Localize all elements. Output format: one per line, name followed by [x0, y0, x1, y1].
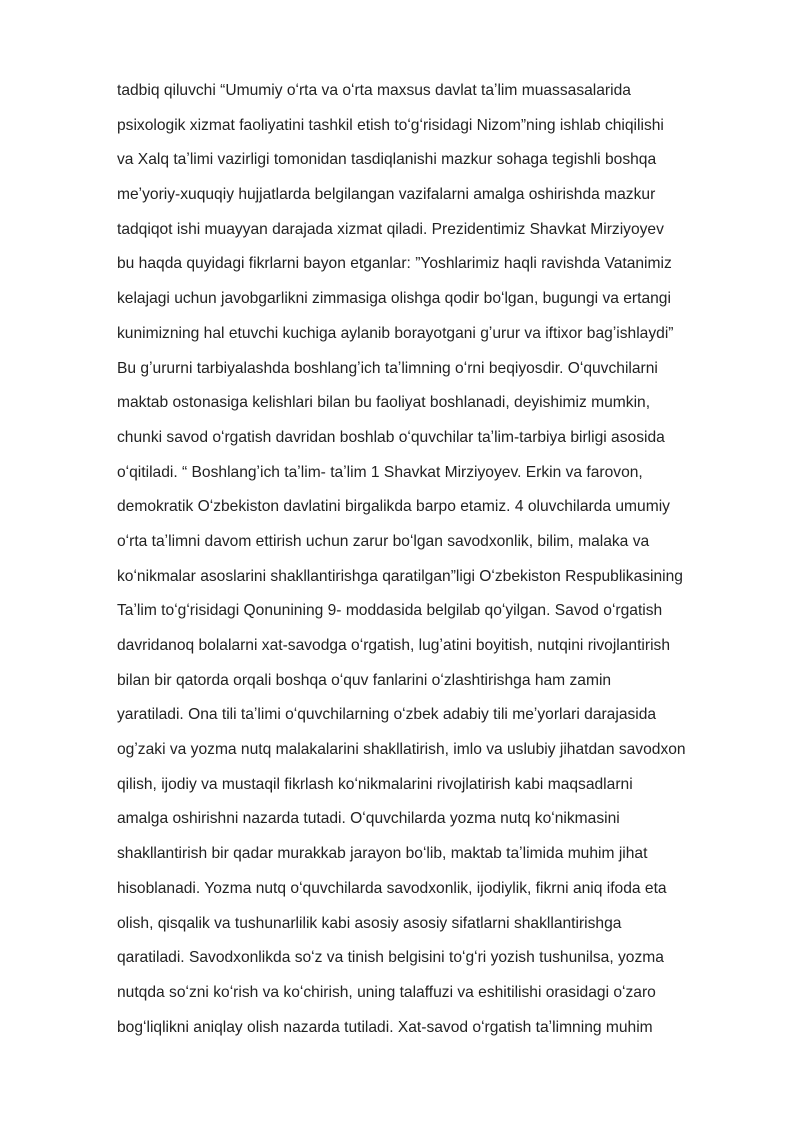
text-line: yaratiladi. Ona tili taʼlimi oʻquvchilarning oʻzbek adabiy tili meʼyorlari darajasida: [117, 706, 657, 724]
text-line: oʻrta taʼlimni davom ettirish uchun zarur boʻlgan savodxonlik, bilim, malaka va: [117, 532, 650, 550]
body-text: [117, 74, 757, 1045]
text-line: meʼyoriy-xuquqiy hujjatlarda belgilangan vazifalarni amalga oshirishda mazkur: [117, 186, 656, 204]
text-line: kelajagi uchun javobgarlikni zimmasiga olishga qodir boʻlgan, bugungi va ertangi: [117, 290, 671, 308]
text-line: ogʼzaki va yozma nutq malakalarini shakllatirish, imlo va uslubiy jihatdan savodxon: [117, 741, 686, 759]
text-line: amalga oshirishni nazarda tutadi. Oʻquvchilarda yozma nutq koʻnikmasini: [117, 810, 620, 828]
text-line: bilan bir qatorda orqali boshqa oʻquv fanlarini oʻzlashtirishga ham zamin: [117, 671, 612, 689]
text-line: maktab ostonasiga kelishlari bilan bu faoliyat boshlanadi, deyishimiz mumkin,: [117, 394, 651, 412]
text-line: bu haqda quyidagi fikrlarni bayon etganlar: ”Yoshlarimiz haqli ravishda Vatanimiz: [117, 255, 672, 273]
text-line: oʻqitiladi. “ Boshlangʼich taʼlim- taʼlim 1 Shavkat Mirziyoyev. Erkin va farovon,: [117, 463, 643, 481]
text-line: qilish, ijodiy va mustaqil fikrlash koʻnikmalarini rivojlatirish kabi maqsadlarni: [117, 775, 633, 793]
text-line: demokratik Oʻzbekiston davlatini birgalikda barpo etamiz. 4 oluvchilarda umumiy: [117, 498, 670, 516]
text-line: tadqiqot ishi muayyan darajada xizmat qiladi. Prezidentimiz Shavkat Mirziyoyev: [117, 220, 664, 238]
text-line: olish, qisqalik va tushunarlilik kabi asosiy asosiy sifatlarni shakllantirishga: [117, 914, 622, 932]
text-line: hisoblanadi. Yozma nutq oʻquvchilarda savodxonlik, ijodiylik, fikrni aniq ifoda eta: [117, 879, 667, 897]
text-line: Bu gʼururni tarbiyalashda boshlangʼich taʼlimning oʻrni beqiyosdir. Oʻquvchilarni: [117, 359, 658, 377]
text-line: shakllantirish bir qadar murakkab jarayon boʻlib, maktab taʼlimida muhim jihat: [117, 845, 648, 863]
text-line: tadbiq qiluvchi “Umumiy oʻrta va oʻrta maxsus davlat taʼlim muassasalarida: [117, 82, 631, 99]
text-line: Taʼlim toʻgʻrisidagi Qonunining 9- moddasida belgilab qoʻyilgan. Savod oʻrgatish: [117, 602, 663, 620]
text-line: qaratiladi. Savodxonlikda soʻz va tinish belgisini toʻgʻri yozish tushunilsa, yozma: [117, 949, 664, 967]
text-line: davridanoq bolalarni xat-savodga oʻrgatish, lugʼatini boyitish, nutqini rivojlantirish: [117, 637, 671, 654]
text-line: kunimizning hal etuvchi kuchiga aylanib borayotgani gʼurur va iftixor bagʼishlaydi”: [117, 324, 674, 342]
text-line: psixologik xizmat faoliyatini tashkil etish toʻgʻrisidagi Nizom”ning ishlab chiqilishi: [117, 116, 664, 134]
text-line: va Xalq taʼlimi vazirligi tomonidan tasdiqlanishi mazkur sohaga tegishli boshqa: [117, 151, 657, 169]
text-line: bogʻliqlikni aniqlay olish nazarda tutiladi. Xat-savod oʻrgatish taʼlimning muhim: [117, 1018, 653, 1036]
text-line: nutqda soʻzni koʻrish va koʻchirish, uning talaffuzi va eshitilishi orasidagi oʻzaro: [117, 983, 656, 1001]
text-line: koʻnikmalar asoslarini shakllantirishga qaratilgan”ligi Oʻzbekiston Respublikasining: [117, 567, 683, 585]
text-line: chunki savod oʻrgatish davridan boshlab oʻquvchilar taʼlim-tarbiya birligi asosida: [117, 428, 665, 446]
